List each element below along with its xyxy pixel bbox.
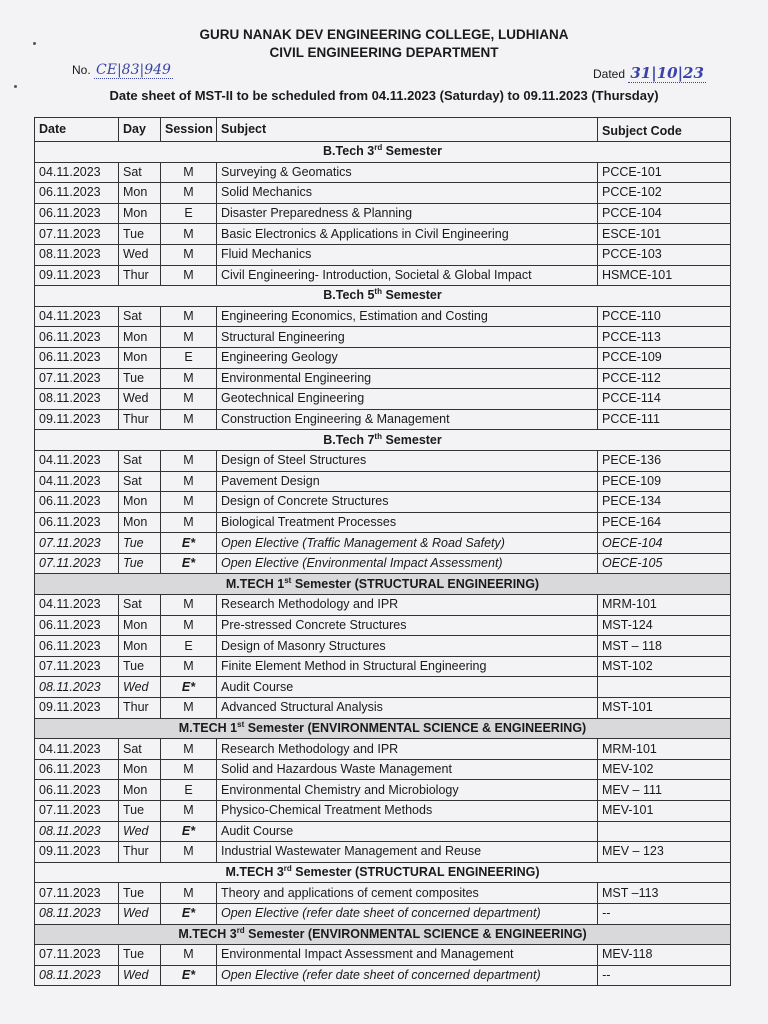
exam-session: M [161, 224, 217, 245]
exam-session: M [161, 615, 217, 636]
exam-day: Tue [119, 368, 161, 389]
exam-date: 06.11.2023 [35, 327, 119, 348]
subject-name: Construction Engineering & Management [217, 409, 598, 430]
exam-session: E* [161, 821, 217, 842]
table-row [35, 224, 731, 245]
exam-day: Thur [119, 842, 161, 863]
section-heading-row [35, 718, 731, 739]
exam-date: 07.11.2023 [35, 224, 119, 245]
subject-code: MEV – 123 [598, 842, 731, 863]
subject-code: PCCE-114 [598, 389, 731, 410]
exam-date: 07.11.2023 [35, 945, 119, 966]
exam-day: Mon [119, 327, 161, 348]
ref-label: No. [72, 63, 91, 77]
subject-name: Pre-stressed Concrete Structures [217, 615, 598, 636]
exam-date: 06.11.2023 [35, 183, 119, 204]
exam-day: Tue [119, 553, 161, 574]
subject-code: MEV-102 [598, 759, 731, 780]
section-heading-row [35, 430, 731, 451]
exam-day: Wed [119, 903, 161, 924]
section-heading-suffix: Semester (ENVIRONMENTAL SCIENCE & ENGINEERING) [244, 720, 587, 735]
subject-code [598, 821, 731, 842]
exam-day: Mon [119, 203, 161, 224]
section-heading-text: B.Tech 3 [323, 144, 375, 159]
table-row [35, 327, 731, 348]
exam-session: M [161, 265, 217, 286]
exam-date: 07.11.2023 [35, 883, 119, 904]
exam-day: Tue [119, 656, 161, 677]
table-row [35, 306, 731, 327]
exam-session: E [161, 203, 217, 224]
exam-day: Wed [119, 389, 161, 410]
subject-name: Environmental Impact Assessment and Management [217, 945, 598, 966]
subject-code: OECE-105 [598, 553, 731, 574]
subject-name: Industrial Wastewater Management and Reuse [217, 842, 598, 863]
subject-code: MEV-118 [598, 945, 731, 966]
subject-name: Engineering Geology [217, 347, 598, 368]
exam-session: M [161, 698, 217, 719]
exam-session: M [161, 801, 217, 822]
subject-name: Environmental Chemistry and Microbiology [217, 780, 598, 801]
exam-date: 07.11.2023 [35, 801, 119, 822]
section-heading [35, 718, 731, 739]
exam-session: M [161, 595, 217, 616]
section-heading-suffix: Semester (STRUCTURAL ENGINEERING) [291, 576, 540, 591]
exam-day: Mon [119, 512, 161, 533]
exam-date: 06.11.2023 [35, 512, 119, 533]
exam-session: M [161, 183, 217, 204]
subject-code: PCCE-101 [598, 162, 731, 183]
subject-code: PCCE-110 [598, 306, 731, 327]
exam-day: Sat [119, 739, 161, 760]
section-heading [35, 574, 731, 595]
table-row [35, 595, 731, 616]
exam-session: M [161, 327, 217, 348]
column-header-day: Day [119, 118, 161, 142]
exam-day: Tue [119, 533, 161, 554]
table-row [35, 698, 731, 719]
subject-code: MRM-101 [598, 595, 731, 616]
table-row [35, 450, 731, 471]
subject-code: MST-102 [598, 656, 731, 677]
subject-name: Research Methodology and IPR [217, 739, 598, 760]
column-header-date: Date [35, 118, 119, 142]
subject-code: MEV – 111 [598, 780, 731, 801]
table-row [35, 780, 731, 801]
table-row [35, 945, 731, 966]
table-row [35, 965, 731, 986]
exam-date: 06.11.2023 [35, 203, 119, 224]
table-row [35, 389, 731, 410]
exam-session: M [161, 656, 217, 677]
exam-day: Tue [119, 801, 161, 822]
exam-date: 04.11.2023 [35, 595, 119, 616]
table-row [35, 656, 731, 677]
subject-code: PCCE-112 [598, 368, 731, 389]
subject-code: -- [598, 903, 731, 924]
exam-day: Sat [119, 306, 161, 327]
exam-day: Mon [119, 615, 161, 636]
subject-code: OECE-104 [598, 533, 731, 554]
exam-day: Thur [119, 409, 161, 430]
exam-day: Thur [119, 265, 161, 286]
section-heading-suffix: Semester (STRUCTURAL ENGINEERING) [291, 865, 540, 880]
exam-session: M [161, 409, 217, 430]
table-row [35, 883, 731, 904]
subject-name: Audit Course [217, 821, 598, 842]
exam-session: E [161, 347, 217, 368]
subject-code: PECE-109 [598, 471, 731, 492]
datesheet-table [34, 117, 731, 986]
table-row [35, 347, 731, 368]
table-row [35, 492, 731, 513]
section-heading-text: M.TECH 1 [178, 720, 238, 735]
section-heading [35, 286, 731, 307]
exam-day: Sat [119, 162, 161, 183]
subject-name: Biological Treatment Processes [217, 512, 598, 533]
exam-date: 09.11.2023 [35, 409, 119, 430]
exam-session: E* [161, 677, 217, 698]
column-header-subject: Subject [217, 118, 598, 142]
subject-code: MST-101 [598, 698, 731, 719]
dated-label: Dated [593, 67, 626, 81]
exam-session: M [161, 492, 217, 513]
section-heading-row [35, 286, 731, 307]
exam-day: Sat [119, 595, 161, 616]
exam-session: M [161, 162, 217, 183]
subject-name: Engineering Economics, Estimation and Costing [217, 306, 598, 327]
table-row [35, 842, 731, 863]
section-heading-ordinal: st [237, 719, 245, 729]
exam-day: Thur [119, 698, 161, 719]
exam-date: 06.11.2023 [35, 347, 119, 368]
exam-session: M [161, 945, 217, 966]
subject-code [598, 677, 731, 698]
subject-code: MST – 118 [598, 636, 731, 657]
section-heading-row [35, 574, 731, 595]
column-header-subject-code: Subject Code [598, 118, 731, 142]
subject-code: HSMCE-101 [598, 265, 731, 286]
exam-date: 08.11.2023 [35, 389, 119, 410]
subject-name: Surveying & Geomatics [217, 162, 598, 183]
section-heading-text: B.Tech 7 [323, 432, 375, 447]
subject-code: MEV-101 [598, 801, 731, 822]
exam-date: 08.11.2023 [35, 821, 119, 842]
table-row [35, 821, 731, 842]
exam-session: M [161, 512, 217, 533]
college-name: GURU NANAK DEV ENGINEERING COLLEGE, LUDHIANA [199, 27, 569, 42]
section-heading-text: M.TECH 3 [225, 865, 284, 880]
exam-session: E* [161, 533, 217, 554]
exam-date: 08.11.2023 [35, 677, 119, 698]
table-row [35, 615, 731, 636]
ref-handwritten-value: CE|83|949 [96, 62, 171, 78]
table-row [35, 368, 731, 389]
table-row [35, 203, 731, 224]
exam-date: 06.11.2023 [35, 636, 119, 657]
section-heading-row [35, 924, 731, 945]
exam-date: 04.11.2023 [35, 162, 119, 183]
section-heading-row [35, 142, 731, 163]
table-row [35, 533, 731, 554]
section-heading-ordinal: st [284, 575, 292, 585]
exam-date: 07.11.2023 [35, 368, 119, 389]
subject-name: Theory and applications of cement composites [217, 883, 598, 904]
exam-session: M [161, 389, 217, 410]
exam-day: Sat [119, 471, 161, 492]
exam-date: 07.11.2023 [35, 553, 119, 574]
exam-day: Mon [119, 347, 161, 368]
subject-name: Open Elective (Traffic Management & Road Safety) [217, 533, 598, 554]
subject-name: Basic Electronics & Applications in Civil Engineering [217, 224, 598, 245]
subject-name: Physico-Chemical Treatment Methods [217, 801, 598, 822]
subject-name: Research Methodology and IPR [217, 595, 598, 616]
section-heading [35, 142, 731, 163]
reference-number [72, 62, 173, 78]
exam-day: Mon [119, 492, 161, 513]
subject-name: Structural Engineering [217, 327, 598, 348]
exam-session: E [161, 636, 217, 657]
table-row [35, 903, 731, 924]
exam-day: Tue [119, 945, 161, 966]
section-heading-suffix: Semester (ENVIRONMENTAL SCIENCE & ENGINEERING) [244, 926, 587, 941]
table-row [35, 512, 731, 533]
exam-date: 09.11.2023 [35, 265, 119, 286]
datesheet-subtitle: Date sheet of MST-II to be scheduled from 04.11.2023 (Saturday) to 09.11.2023 (Thursday) [109, 88, 659, 103]
section-heading [35, 862, 731, 883]
exam-session: M [161, 244, 217, 265]
exam-day: Tue [119, 883, 161, 904]
table-row [35, 759, 731, 780]
subject-name: Design of Masonry Structures [217, 636, 598, 657]
exam-day: Wed [119, 677, 161, 698]
exam-date: 06.11.2023 [35, 492, 119, 513]
subject-name: Design of Concrete Structures [217, 492, 598, 513]
section-heading-suffix: Semester [381, 288, 442, 303]
subject-code: -- [598, 965, 731, 986]
exam-date: 07.11.2023 [35, 656, 119, 677]
subject-name: Civil Engineering- Introduction, Societal & Global Impact [217, 265, 598, 286]
subject-code: PECE-134 [598, 492, 731, 513]
subject-code: MRM-101 [598, 739, 731, 760]
subject-code: PCCE-109 [598, 347, 731, 368]
table-row [35, 162, 731, 183]
subject-code: PECE-164 [598, 512, 731, 533]
section-heading [35, 430, 731, 451]
department-name: CIVIL ENGINEERING DEPARTMENT [269, 45, 499, 60]
subject-name: Open Elective (refer date sheet of concerned department) [217, 965, 598, 986]
section-heading-text: M.TECH 1 [225, 576, 285, 591]
exam-date: 04.11.2023 [35, 739, 119, 760]
exam-session: M [161, 306, 217, 327]
exam-session: M [161, 368, 217, 389]
section-heading-row [35, 862, 731, 883]
dated-handwritten-value: 31|10|23 [630, 64, 704, 82]
table-row [35, 471, 731, 492]
exam-session: M [161, 883, 217, 904]
exam-day: Wed [119, 821, 161, 842]
section-heading-ordinal: rd [283, 863, 292, 873]
table-row [35, 409, 731, 430]
subject-name: Design of Steel Structures [217, 450, 598, 471]
subject-name: Disaster Preparedness & Planning [217, 203, 598, 224]
section-heading-ordinal: rd [236, 925, 245, 935]
exam-date: 04.11.2023 [35, 450, 119, 471]
exam-date: 04.11.2023 [35, 471, 119, 492]
table-row [35, 183, 731, 204]
subject-name: Finite Element Method in Structural Engineering [217, 656, 598, 677]
subject-name: Advanced Structural Analysis [217, 698, 598, 719]
exam-session: M [161, 739, 217, 760]
table-row [35, 801, 731, 822]
exam-session: M [161, 471, 217, 492]
exam-day: Mon [119, 183, 161, 204]
table-row [35, 636, 731, 657]
subject-name: Pavement Design [217, 471, 598, 492]
column-header-session: Session [161, 118, 217, 142]
subject-code: PECE-136 [598, 450, 731, 471]
subject-name: Solid and Hazardous Waste Management [217, 759, 598, 780]
exam-session: M [161, 759, 217, 780]
exam-date: 07.11.2023 [35, 533, 119, 554]
section-heading-ordinal: th [374, 287, 382, 297]
exam-session: E* [161, 903, 217, 924]
exam-session: E* [161, 965, 217, 986]
subject-name: Fluid Mechanics [217, 244, 598, 265]
section-heading-suffix: Semester [382, 144, 442, 159]
exam-session: E* [161, 553, 217, 574]
subject-code: PCCE-111 [598, 409, 731, 430]
subject-code: PCCE-103 [598, 244, 731, 265]
exam-date: 06.11.2023 [35, 615, 119, 636]
table-header-row [35, 118, 731, 142]
exam-day: Mon [119, 759, 161, 780]
exam-date: 04.11.2023 [35, 306, 119, 327]
subject-name: Environmental Engineering [217, 368, 598, 389]
section-heading-ordinal: th [374, 431, 382, 441]
subject-name: Audit Course [217, 677, 598, 698]
subject-code: MST-124 [598, 615, 731, 636]
exam-day: Tue [119, 224, 161, 245]
subject-code: PCCE-113 [598, 327, 731, 348]
exam-date: 08.11.2023 [35, 965, 119, 986]
table-row [35, 265, 731, 286]
exam-date: 08.11.2023 [35, 903, 119, 924]
exam-day: Sat [119, 450, 161, 471]
exam-session: E [161, 780, 217, 801]
exam-date: 09.11.2023 [35, 842, 119, 863]
exam-day: Wed [119, 965, 161, 986]
exam-date: 06.11.2023 [35, 780, 119, 801]
table-row [35, 244, 731, 265]
subject-name: Open Elective (refer date sheet of concerned department) [217, 903, 598, 924]
subject-code: PCCE-102 [598, 183, 731, 204]
subject-code: PCCE-104 [598, 203, 731, 224]
table-row [35, 739, 731, 760]
subject-code: MST –113 [598, 883, 731, 904]
section-heading [35, 924, 731, 945]
exam-date: 06.11.2023 [35, 759, 119, 780]
subject-code: ESCE-101 [598, 224, 731, 245]
subject-name: Solid Mechanics [217, 183, 598, 204]
section-heading-ordinal: rd [374, 143, 383, 153]
section-heading-text: M.TECH 3 [178, 926, 237, 941]
table-row [35, 553, 731, 574]
subject-name: Geotechnical Engineering [217, 389, 598, 410]
subject-name: Open Elective (Environmental Impact Assessment) [217, 553, 598, 574]
exam-session: M [161, 842, 217, 863]
exam-day: Mon [119, 636, 161, 657]
exam-day: Wed [119, 244, 161, 265]
section-heading-text: B.Tech 5 [323, 288, 375, 303]
exam-date: 09.11.2023 [35, 698, 119, 719]
datesheet-body [35, 142, 731, 986]
date-field [593, 64, 706, 82]
section-heading-suffix: Semester [381, 432, 442, 447]
exam-day: Mon [119, 780, 161, 801]
table-row [35, 677, 731, 698]
exam-date: 08.11.2023 [35, 244, 119, 265]
exam-session: M [161, 450, 217, 471]
